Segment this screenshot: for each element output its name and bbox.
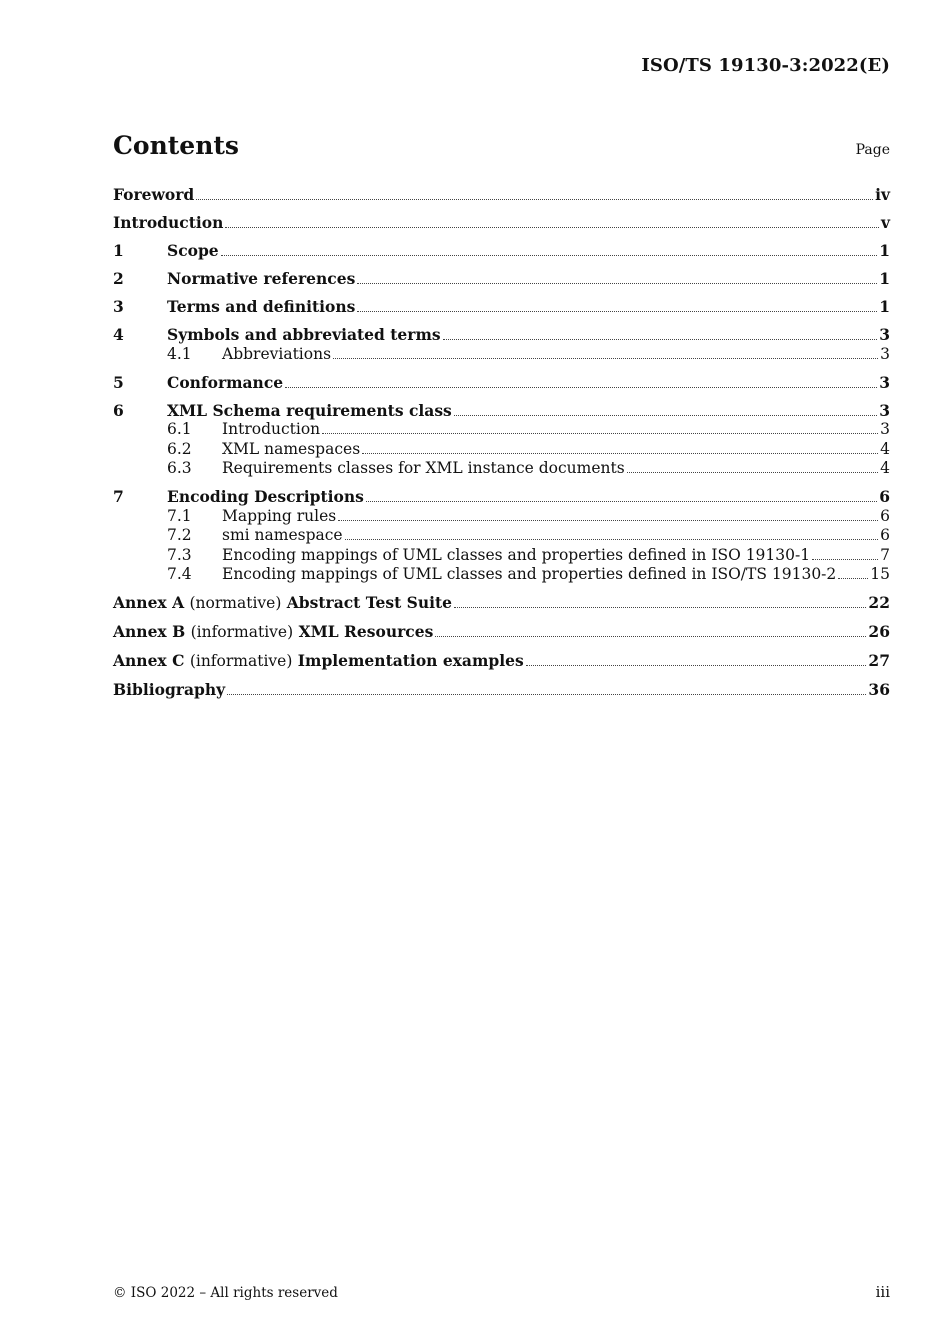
toc-entry-number: 4 [113,325,124,344]
toc-entry-title: Normative references [167,269,356,288]
toc-entry-page: 3 [879,325,890,344]
toc-entry-page: 3 [880,420,890,438]
toc-entry-title [113,593,452,614]
toc-entry-annex-a[interactable] [113,593,890,614]
toc-subentry-abbreviations[interactable] [113,345,890,365]
toc-entry-title: Encoding mappings of UML classes and properties defined in ISO 19130-1 [222,545,811,564]
toc-entry-title: Encoding mappings of UML classes and properties defined in ISO/TS 19130-2 [222,565,837,583]
toc-entry-title: Requirements classes for XML instance documents [222,459,625,477]
toc-entry-title: Encoding Descriptions [167,487,364,506]
toc-entry-symbols-and-abbreviated-terms[interactable] [113,325,890,345]
toc-entry-number: 7.1 [167,506,192,525]
toc-header [113,131,890,160]
toc-entry-number: 1 [113,241,124,260]
toc-entry-number: 6.3 [167,459,192,477]
toc-entry-page: 6 [879,487,890,506]
toc-subentry-xml-namespaces[interactable] [113,440,890,460]
toc-entry-foreword[interactable] [113,185,890,205]
annex-type: (normative) [189,594,282,612]
dot-leader [357,283,877,284]
toc-entry-title: Foreword [113,185,195,204]
dot-leader [338,520,878,521]
dot-leader [285,387,877,388]
toc-entry-title: Introduction [222,420,321,438]
toc-entry-introduction[interactable] [113,213,890,233]
toc-entry-title: XML Schema requirements class [167,400,452,420]
toc-entry-number: 6.1 [167,420,192,438]
dot-leader [362,453,878,454]
toc-entry-number: 6.2 [167,439,192,458]
page-number: iii [875,1283,890,1301]
annex-title: Implementation examples [297,651,524,670]
page-column-label: Page [855,142,890,158]
toc-entry-terms-and-definitions[interactable] [113,297,890,317]
toc-entry-title: Terms and definitions [167,297,356,316]
toc-entry-xml-schema-requirements-class[interactable] [113,401,890,421]
toc-title: Contents [113,131,240,160]
toc-entry-page: 4 [880,459,890,477]
dot-leader [225,227,879,228]
toc-entry-page: 7 [880,545,890,564]
toc-entry-page: 3 [880,344,890,363]
table-of-contents [113,185,890,700]
annex-title: XML Resources [298,622,434,641]
toc-entry-title: Mapping rules [222,506,337,525]
toc-entry-page: 1 [879,297,890,316]
dot-leader [357,311,877,312]
dot-leader [526,665,867,666]
toc-entry-page: 1 [879,241,890,260]
toc-entry-title: smi namespace [222,526,343,544]
toc-entry-page: 4 [880,439,890,458]
toc-subentry-smi-namespace[interactable] [113,526,890,546]
toc-entry-title: Abbreviations [222,344,332,363]
toc-entry-number: 3 [113,297,124,316]
dot-leader [838,578,868,579]
toc-entry-page: 6 [880,526,890,544]
toc-entry-title: Introduction [113,213,224,232]
toc-entry-number: 7.2 [167,526,192,544]
toc-subentry-requirements-classes[interactable] [113,459,890,479]
toc-entry-number: 5 [113,372,124,392]
dot-leader [435,636,866,637]
dot-leader [812,559,878,560]
toc-entry-title: Bibliography [113,680,226,699]
toc-entry-title: XML namespaces [222,439,361,458]
annex-title: Abstract Test Suite [286,593,453,612]
dot-leader [196,199,873,200]
toc-entry-page: 15 [870,565,890,583]
dot-leader [221,255,878,256]
toc-entry-page: 6 [880,506,890,525]
toc-entry-number: 6 [113,400,124,420]
toc-entry-conformance[interactable] [113,373,890,393]
toc-entry-page: iv [875,185,890,204]
toc-subentry-mapping-rules[interactable] [113,507,890,527]
dot-leader [345,539,879,540]
annex-label: Annex C [113,651,185,670]
toc-entry-page: v [880,213,890,232]
dot-leader [443,339,878,340]
toc-entry-number: 4.1 [167,344,192,363]
annex-label: Annex A [113,593,185,612]
toc-entry-normative-references[interactable] [113,269,890,289]
toc-entry-number: 7 [113,487,124,506]
dot-leader [227,694,866,695]
dot-leader [333,358,878,359]
toc-entry-bibliography[interactable] [113,680,890,700]
toc-entry-title: Scope [167,241,219,260]
toc-entry-title [113,622,433,643]
toc-subentry-introduction[interactable] [113,420,890,440]
toc-entry-title [113,651,524,672]
copyright-notice: © ISO 2022 – All rights reserved [113,1285,338,1301]
dot-leader [627,472,878,473]
annex-label: Annex B [113,622,186,641]
toc-entry-scope[interactable] [113,241,890,261]
dot-leader [454,607,866,608]
toc-entry-page: 26 [868,622,890,641]
toc-entry-title: Conformance [167,372,284,392]
toc-subentry-encoding-mappings-19130-2[interactable] [113,565,890,585]
toc-entry-number: 2 [113,269,124,288]
toc-entry-page: 36 [868,680,890,699]
annex-type: (informative) [189,652,293,670]
toc-entry-page: 22 [868,593,890,612]
dot-leader [366,501,877,502]
toc-entry-title: Symbols and abbreviated terms [167,325,441,344]
toc-entry-annex-c[interactable] [113,651,890,672]
toc-entry-number: 7.4 [167,565,192,583]
dot-leader [322,433,878,434]
dot-leader [454,415,877,416]
document-identifier: ISO/TS 19130-3:2022(E) [641,55,890,76]
toc-subentry-encoding-mappings-19130-1[interactable] [113,546,890,566]
toc-entry-page: 27 [868,651,890,670]
toc-entry-page: 3 [879,372,890,392]
toc-entry-page: 1 [879,269,890,288]
toc-entry-page: 3 [879,400,890,420]
toc-entry-encoding-descriptions[interactable] [113,487,890,507]
annex-type: (informative) [190,623,294,641]
toc-entry-number: 7.3 [167,545,192,564]
toc-entry-annex-b[interactable] [113,622,890,643]
